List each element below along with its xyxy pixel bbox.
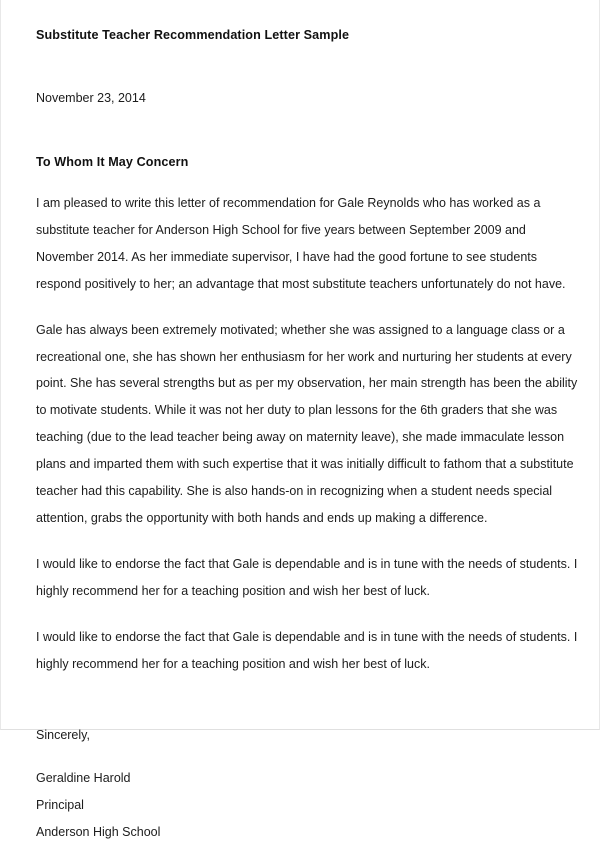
- signer-organization: Anderson High School: [36, 825, 161, 840]
- letter-date: November 23, 2014: [36, 91, 146, 105]
- signer-name: Geraldine Harold: [36, 771, 131, 786]
- signer-position: Principal: [36, 798, 84, 813]
- letter-salutation: To Whom It May Concern: [36, 155, 189, 169]
- letter-paragraph-3: I would like to endorse the fact that Gale is dependable and is in tune with the needs of students. I highly recommend her for a teaching position and wish her best of luck.: [36, 556, 578, 598]
- letter-body: [36, 0, 581, 846]
- letter-paragraph-2: Gale has always been extremely motivated; whether she was assigned to a language class or a recreational one, she has shown her enthusiasm for her work and nurturing her students at every point. She has several strengths but as per my observation, her main strength has been the ability to motivate students. While it was not her duty to plan lessons for the 6th graders that she was teaching (due to the lead teacher being away on maternity leave), she made immaculate lesson plans and imparted them with such expertise that it was initially difficult to fathom that a substitute teacher had this capability. She is also hands-on in recognizing when a student needs special attention, grabs the opportunity with both hands and ends up making a difference.: [36, 322, 578, 525]
- page-title: Substitute Teacher Recommendation Letter Sample: [36, 28, 350, 42]
- letter-paragraph-4: I would like to endorse the fact that Gale is dependable and is in tune with the needs of students. I highly recommend her for a teaching position and wish her best of luck.: [36, 629, 578, 671]
- letter-paragraph-1: I am pleased to write this letter of recommendation for Gale Reynolds who has worked as a substitute teacher for Anderson High School for five years between September 2009 and November 2014. As her immediate supervisor, I have had the good fortune to see students respond positively to her; an advantage that most substitute teachers unfortunately do not have.: [36, 196, 566, 291]
- letter-closing: Sincerely,: [36, 727, 90, 742]
- signature-block: [36, 748, 581, 846]
